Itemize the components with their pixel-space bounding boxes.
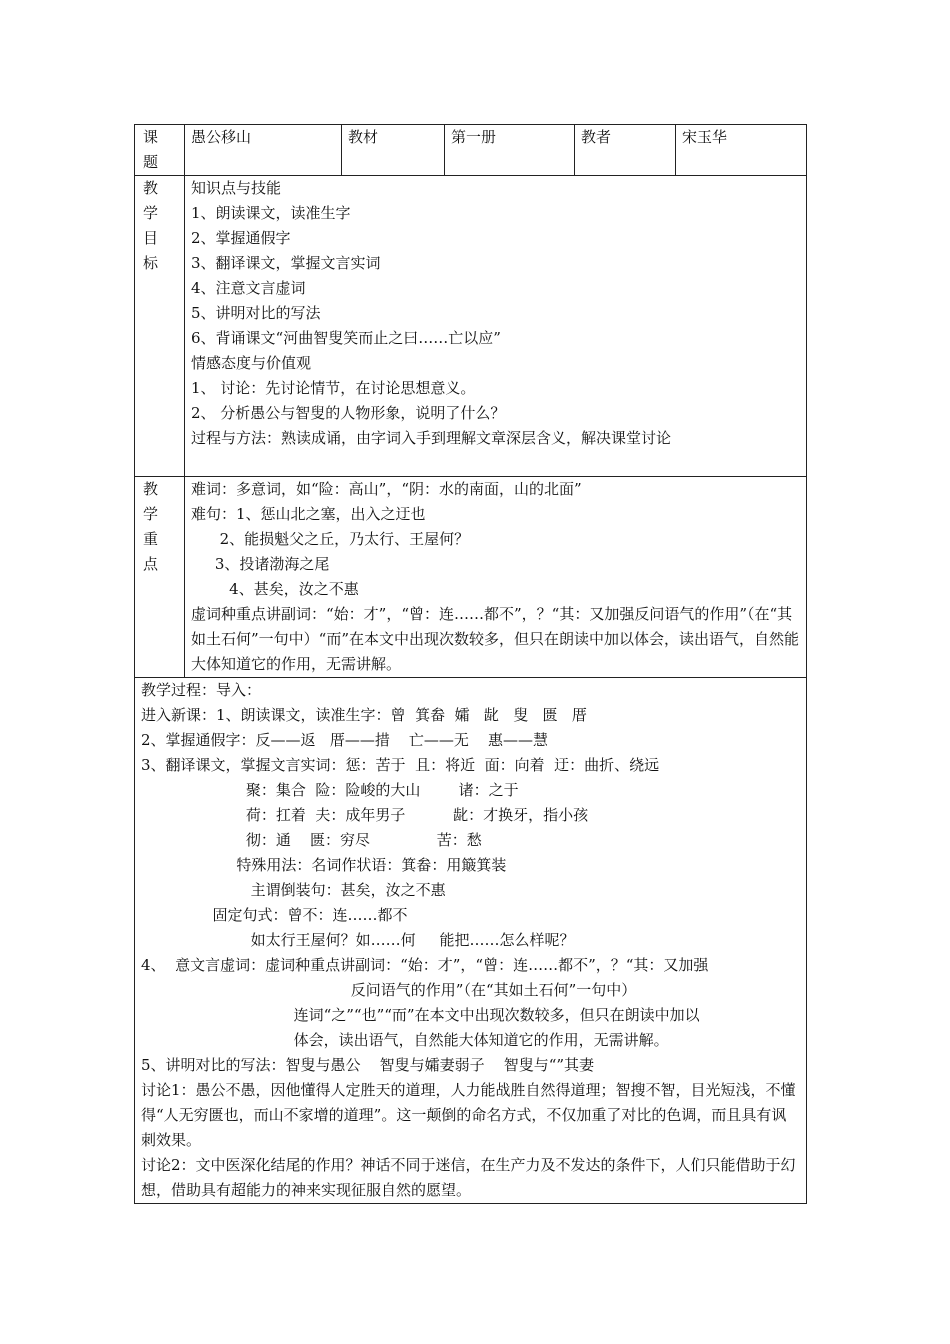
topic-label: 课 题 <box>135 125 185 176</box>
discussion-1: 讨论1：愚公不愚，因他懂得人定胜天的道理，人力能战胜自然得道理；智搜不智，目光短浅，不懂得“人无穷匮也，而山不家增的道理”。这一颠倒的命名方式，不仅加重了对比的色调，而且具有讽刺效果。 <box>141 1081 796 1149</box>
objective-line: 2、掌握通假字 <box>191 229 291 247</box>
objectives-content <box>185 176 807 477</box>
objective-line: 知识点与技能 <box>191 179 282 197</box>
process-line: 教学过程：导入： <box>141 681 262 699</box>
keypoint-line: 4、甚矣，汝之不惠 <box>191 580 359 598</box>
process-line: 4、 意文言虚词：虚词种重点讲副词：“始：才”，“曾：连……都不”，？“其：又加强 <box>141 956 709 974</box>
process-content <box>135 678 807 1204</box>
process-row <box>135 678 807 1204</box>
process-line: 体会，读出语气，自然能大体知道它的作用，无需讲解。 <box>141 1031 669 1049</box>
lesson-plan-table <box>134 124 807 1204</box>
teacher-value: 宋玉华 <box>676 125 807 176</box>
blank-space <box>191 451 800 476</box>
teacher-label: 教者 <box>575 125 676 176</box>
textbook-value: 第一册 <box>445 125 575 176</box>
textbook-label: 教材 <box>342 125 445 176</box>
keypoint-line: 难词：多意词，如“险：高山”，“阴：水的南面，山的北面” <box>191 480 582 498</box>
keypoints-row <box>135 477 807 678</box>
keypoint-line: 2、能损魁父之丘，乃太行、王屋何？ <box>191 530 470 548</box>
keypoints-content <box>185 477 807 678</box>
keypoint-paragraph: 虚词种重点讲副词：“始：才”，“曾：连……都不”，？“其：又加强反问语气的作用”（在“其如土石何”一句中）“而”在本文中出现次数较多，但只在朗读中加以体会，读出语气，自然能大体知道它的作用，无需讲解。 <box>191 605 800 673</box>
process-line: 聚：集合 险：险峻的大山 诸：之于 <box>141 781 519 799</box>
keypoint-line: 3、投诸渤海之尾 <box>191 555 330 573</box>
discussion-2: 讨论2：文中医深化结尾的作用？神话不同于迷信，在生产力及不发达的条件下，人们只能借助于幻想，借助具有超能力的神来实现征服自然的愿望。 <box>141 1156 796 1199</box>
process-line: 主谓倒装句：甚矣，汝之不惠 <box>141 881 446 899</box>
objective-line: 3、翻译课文，掌握文言实词 <box>191 254 381 272</box>
process-line: 固定句式：曾不：连……都不 <box>141 906 408 924</box>
objective-line: 1、朗读课文，读准生字 <box>191 204 351 222</box>
process-line: 反问语气的作用”（在“其如土石何”一句中） <box>141 981 637 999</box>
topic-value: 愚公移山 <box>185 125 342 176</box>
process-line: 如太行王屋何？如……何 能把……怎么样呢？ <box>141 931 575 949</box>
process-line: 荷：扛着 夫：成年男子 龀：才换牙，指小孩 <box>141 806 589 824</box>
process-line: 2、掌握通假字：反——返 厝——措 亡——无 惠——慧 <box>141 731 548 749</box>
lesson-plan-document <box>134 124 806 1204</box>
process-line: 特殊用法：名词作状语：箕畚：用簸箕装 <box>141 856 507 874</box>
objective-line: 2、 分析愚公与智叟的人物形象，说明了什么？ <box>191 404 506 422</box>
objective-line: 1、 讨论：先讨论情节，在讨论思想意义。 <box>191 379 476 397</box>
objective-line: 4、注意文言虚词 <box>191 279 306 297</box>
objectives-row <box>135 176 807 477</box>
objective-line: 情感态度与价值观 <box>191 354 312 372</box>
objective-line: 过程与方法：熟读成诵，由字词入手到理解文章深层含义，解决课堂讨论 <box>191 429 672 447</box>
process-line: 5、讲明对比的写法：智叟与愚公 智叟与孀妻弱子 智叟与“”其妻 <box>141 1056 595 1074</box>
process-line: 3、翻译课文，掌握文言实词：惩：苦于 且：将近 面：向着 迂：曲折、绕远 <box>141 756 660 774</box>
objectives-label: 教 学 目 标 <box>135 176 185 477</box>
process-line: 连词“之”“也”“而”在本文中出现次数较多，但只在朗读中加以 <box>141 1006 700 1024</box>
objective-line: 6、背诵课文“河曲智叟笑而止之曰……亡以应” <box>191 329 501 347</box>
process-line: 彻：通 匮：穷尽 苦：愁 <box>141 831 482 849</box>
process-line: 进入新课：1、朗读课文，读准生字：曾 箕畚 孀 龀 叟 匮 厝 <box>141 706 587 724</box>
keypoints-label: 教 学 重 点 <box>135 477 185 678</box>
keypoint-line: 难句：1、惩山北之塞，出入之迂也 <box>191 505 426 523</box>
objective-line: 5、讲明对比的写法 <box>191 304 321 322</box>
header-row <box>135 125 807 176</box>
